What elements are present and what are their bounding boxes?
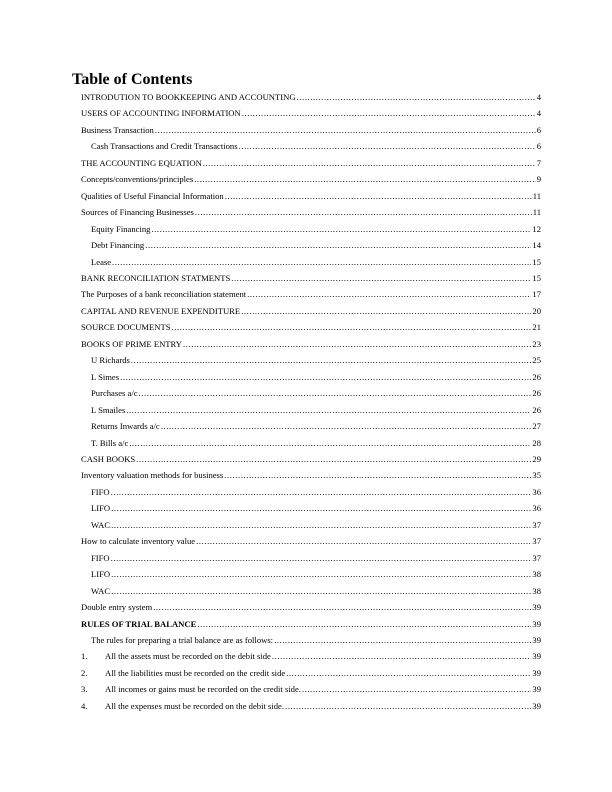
toc-entry-page-number[interactable]: 15 xyxy=(532,272,541,283)
toc-entry[interactable] xyxy=(81,566,541,582)
toc-entry-page-number[interactable]: 11 xyxy=(532,190,541,201)
toc-entry-label[interactable]: BOOKS OF PRIME ENTRY xyxy=(81,336,183,352)
toc-entry[interactable] xyxy=(81,204,541,220)
toc-entry[interactable] xyxy=(81,648,541,664)
toc-entry[interactable] xyxy=(81,286,541,302)
dot-leader xyxy=(225,188,532,204)
dot-leader xyxy=(302,681,531,697)
dot-leader xyxy=(196,533,531,549)
dot-leader xyxy=(111,550,532,566)
toc-entry[interactable] xyxy=(81,533,541,549)
dot-leader xyxy=(286,665,531,681)
dot-leader xyxy=(203,155,536,171)
dot-leader xyxy=(112,254,531,270)
toc-entry[interactable] xyxy=(81,352,541,368)
dot-leader xyxy=(274,632,531,648)
toc-entry-label[interactable]: How to calculate inventory value xyxy=(81,533,196,549)
toc-entry-label[interactable]: Concepts/conventions/principles xyxy=(81,171,194,187)
toc-entry-label[interactable]: BANK RECONCILIATION STATMENTS xyxy=(81,270,231,286)
dot-leader xyxy=(111,484,532,500)
toc-entry[interactable] xyxy=(81,122,541,138)
toc-entry-page-number[interactable]: 39 xyxy=(532,602,541,613)
toc-entry-label[interactable]: All incomes or gains must be recorded on the credit side. xyxy=(105,681,302,697)
toc-entry-page-number[interactable]: 15 xyxy=(532,256,541,267)
toc-entry[interactable] xyxy=(81,336,541,352)
dot-leader xyxy=(111,583,531,599)
toc-entry[interactable] xyxy=(81,369,541,385)
toc-entry[interactable] xyxy=(81,517,541,533)
toc-entry-page-number[interactable]: 26 xyxy=(532,388,541,399)
dot-leader xyxy=(272,648,532,664)
toc-entry-label[interactable]: Equity Financing xyxy=(91,221,151,237)
dot-leader xyxy=(172,319,532,335)
toc-entry[interactable] xyxy=(81,599,541,615)
toc-entry-page-number[interactable]: 21 xyxy=(532,322,541,333)
toc-entry-page-number[interactable]: 36 xyxy=(532,503,541,514)
toc-entry[interactable] xyxy=(81,221,541,237)
toc-entry-page-number[interactable]: 36 xyxy=(532,486,541,497)
dot-leader xyxy=(297,89,536,105)
toc-entry-page-number[interactable]: 39 xyxy=(532,684,541,695)
toc-entry-label[interactable]: WAC xyxy=(91,517,111,533)
toc-entry-label[interactable]: Sources of Financing Businesses xyxy=(81,204,195,220)
toc-entry-label[interactable]: CAPITAL AND REVENUE EXPENDITURE xyxy=(81,303,241,319)
dot-leader xyxy=(136,451,531,467)
toc-entry-page-number[interactable]: 37 xyxy=(532,552,541,563)
toc-entry-page-number[interactable]: 28 xyxy=(532,437,541,448)
dot-leader xyxy=(151,221,531,237)
toc-entry[interactable] xyxy=(81,500,541,516)
toc-entry-label[interactable]: FIFO xyxy=(91,550,111,566)
toc-entry-label[interactable]: LIFO xyxy=(91,500,111,516)
toc-entry[interactable] xyxy=(81,402,541,418)
dot-leader xyxy=(231,270,531,286)
toc-entry[interactable] xyxy=(81,435,541,451)
toc-entry[interactable] xyxy=(81,665,541,681)
toc-entry[interactable] xyxy=(81,681,541,697)
toc-entry-label[interactable]: U Richards xyxy=(91,352,131,368)
toc-entry-page-number[interactable]: 6 xyxy=(536,124,541,135)
toc-entry-page-number[interactable]: 20 xyxy=(532,305,541,316)
dot-leader xyxy=(242,105,536,121)
toc-entry-page-number[interactable]: 26 xyxy=(532,371,541,382)
toc-entry-page-number[interactable]: 39 xyxy=(532,667,541,678)
toc-entry[interactable] xyxy=(81,484,541,500)
toc-entry-page-number[interactable]: 37 xyxy=(532,536,541,547)
toc-entry-page-number[interactable]: 6 xyxy=(536,141,541,152)
dot-leader xyxy=(224,467,531,483)
dot-leader xyxy=(247,286,531,302)
toc-entry[interactable] xyxy=(81,385,541,401)
dot-leader xyxy=(183,336,531,352)
dot-leader xyxy=(126,402,531,418)
toc-entry-page-number[interactable]: 7 xyxy=(536,157,541,168)
toc-entry-label[interactable]: Returns Inwards a/c xyxy=(91,418,161,434)
toc-entry-page-number[interactable]: 39 xyxy=(532,700,541,711)
toc-entry-label[interactable]: Cash Transactions and Credit Transactions xyxy=(91,138,239,154)
toc-entry-label[interactable]: The Purposes of a bank reconciliation statement xyxy=(81,286,247,302)
toc-entry-label[interactable]: Double entry system xyxy=(81,599,153,615)
toc-entry[interactable] xyxy=(81,155,541,171)
toc-entry-page-number[interactable]: 29 xyxy=(532,453,541,464)
toc-entry-page-number[interactable]: 23 xyxy=(532,338,541,349)
toc-entry-label[interactable]: THE ACCOUNTING EQUATION xyxy=(81,155,203,171)
toc-entry-label[interactable]: L Smailes xyxy=(91,402,126,418)
dot-leader xyxy=(195,204,532,220)
toc-entry-label[interactable]: INTRODUTION TO BOOKKEEPING AND ACCOUNTING xyxy=(81,89,297,105)
toc-entry[interactable] xyxy=(81,451,541,467)
toc-entry[interactable] xyxy=(81,270,541,286)
toc-entry-page-number[interactable]: 35 xyxy=(532,470,541,481)
toc-entry-label[interactable]: RULES OF TRIAL BALANCE xyxy=(81,616,197,632)
toc-entry-label[interactable]: Debt Financing xyxy=(91,237,145,253)
toc-entry-label[interactable]: WAC xyxy=(91,583,111,599)
toc-entry-label[interactable]: Business Transaction xyxy=(81,122,155,138)
toc-entry-label[interactable]: Purchases a/c xyxy=(91,385,139,401)
toc-entry[interactable] xyxy=(81,550,541,566)
toc-entry-page-number[interactable]: 4 xyxy=(536,108,541,119)
dot-leader xyxy=(111,517,531,533)
toc-entry-page-number[interactable]: 26 xyxy=(532,404,541,415)
toc-entry-page-number[interactable]: 14 xyxy=(532,240,541,251)
toc-entry-label[interactable]: USERS OF ACCOUNTING INFORMATION xyxy=(81,105,242,121)
toc-entry-label[interactable]: Inventory valuation methods for business xyxy=(81,467,224,483)
toc-entry-page-number[interactable]: 25 xyxy=(532,355,541,366)
toc-entry-page-number[interactable]: 17 xyxy=(532,289,541,300)
dot-leader xyxy=(111,500,531,516)
toc-list xyxy=(81,89,541,714)
toc-entry[interactable] xyxy=(81,698,541,714)
toc-entry[interactable] xyxy=(81,467,541,483)
dot-leader xyxy=(197,616,531,632)
toc-entry[interactable] xyxy=(81,319,541,335)
toc-entry-label[interactable]: Lease xyxy=(91,254,112,270)
dot-leader xyxy=(285,698,531,714)
toc-entry-page-number[interactable]: 27 xyxy=(532,421,541,432)
dot-leader xyxy=(145,237,531,253)
toc-entry[interactable] xyxy=(81,89,541,105)
dot-leader xyxy=(241,303,531,319)
dot-leader xyxy=(120,369,531,385)
toc-entry-label[interactable]: FIFO xyxy=(91,484,111,500)
dot-leader xyxy=(129,435,531,451)
toc-title: Table of Contents xyxy=(72,71,193,88)
toc-entry-label[interactable]: CASH BOOKS xyxy=(81,451,136,467)
toc-entry[interactable] xyxy=(81,632,541,648)
toc-entry-label[interactable]: SOURCE DOCUMENTS xyxy=(81,319,172,335)
toc-entry[interactable] xyxy=(81,254,541,270)
toc-entry-page-number[interactable]: 39 xyxy=(532,634,541,645)
toc-entry-label[interactable]: All the assets must be recorded on the debit side xyxy=(105,648,272,664)
toc-entry-page-number[interactable]: 4 xyxy=(536,92,541,102)
toc-entry[interactable] xyxy=(81,418,541,434)
toc-entry-number: 1. xyxy=(81,651,88,662)
toc-entry-label[interactable]: Qualities of Useful Financial Information xyxy=(81,188,225,204)
dot-leader xyxy=(161,418,532,434)
toc-entry[interactable] xyxy=(81,105,541,121)
toc-entry[interactable] xyxy=(81,138,541,154)
toc-entry-page-number[interactable]: 9 xyxy=(536,174,541,185)
toc-entry[interactable] xyxy=(81,171,541,187)
toc-entry-number: 2. xyxy=(81,667,88,678)
toc-entry-page-number[interactable]: 38 xyxy=(532,585,541,596)
toc-entry-label[interactable]: T. Bills a/c xyxy=(91,435,129,451)
toc-entry-page-number[interactable]: 39 xyxy=(532,651,541,662)
toc-entry[interactable] xyxy=(81,188,541,204)
dot-leader xyxy=(139,385,532,401)
dot-leader xyxy=(131,352,532,368)
dot-leader xyxy=(111,566,531,582)
dot-leader xyxy=(239,138,536,154)
toc-entry[interactable] xyxy=(81,237,541,253)
toc-entry-page-number[interactable]: 38 xyxy=(532,569,541,580)
toc-entry-label[interactable]: The rules for preparing a trial balance are as follows: xyxy=(91,632,274,648)
toc-entry-page-number[interactable]: 37 xyxy=(532,519,541,530)
toc-entry-page-number[interactable]: 12 xyxy=(532,223,541,234)
toc-entry-page-number[interactable]: 11 xyxy=(532,207,541,218)
toc-entry-label[interactable]: All the expenses must be recorded on the debit side. xyxy=(105,698,285,714)
dot-leader xyxy=(194,171,536,187)
toc-entry[interactable] xyxy=(81,616,541,632)
toc-entry-number: 4. xyxy=(81,700,88,711)
toc-entry-page-number[interactable]: 39 xyxy=(532,618,541,629)
toc-entry-number: 3. xyxy=(81,684,88,695)
dot-leader xyxy=(155,122,536,138)
toc-entry[interactable] xyxy=(81,583,541,599)
toc-entry-label[interactable]: L Simes xyxy=(91,369,120,385)
dot-leader xyxy=(153,599,531,615)
toc-entry-label[interactable]: LIFO xyxy=(91,566,111,582)
toc-entry[interactable] xyxy=(81,303,541,319)
toc-entry-label[interactable]: All the liabilities must be recorded on the credit side xyxy=(105,665,286,681)
